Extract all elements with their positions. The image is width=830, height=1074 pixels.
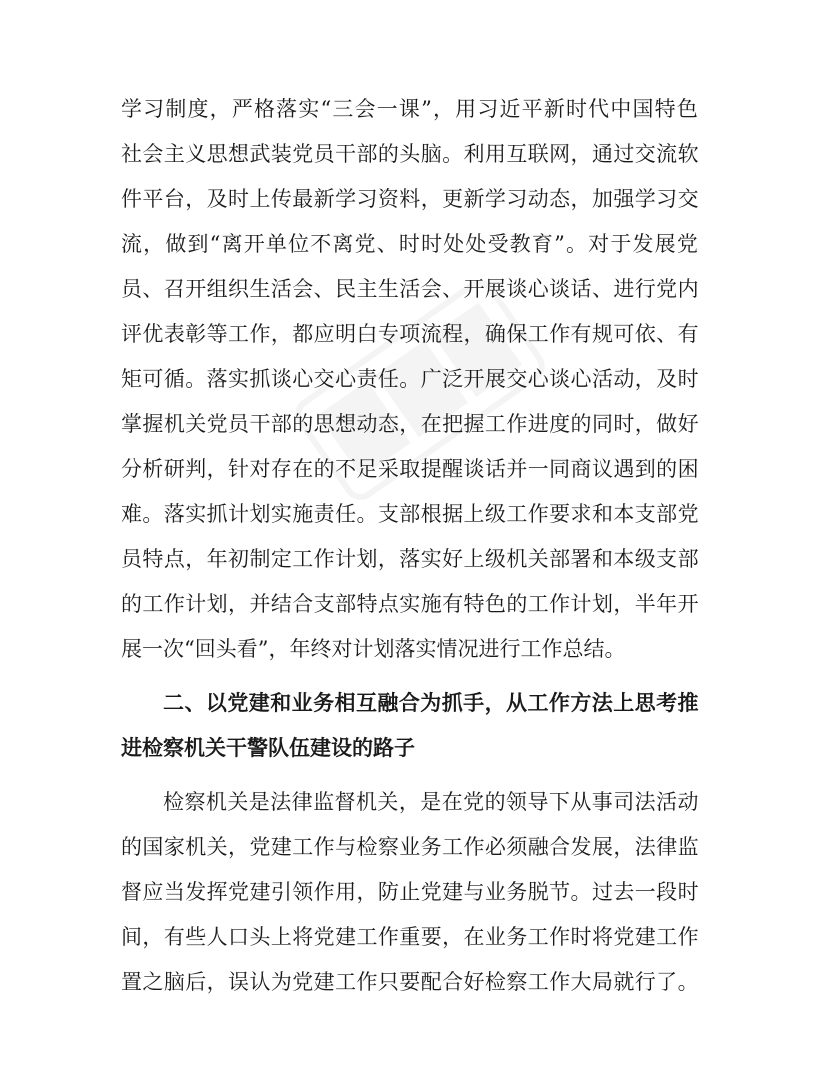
text-line: 检察机关是法律监督机关，是在党的领导下从事司法活动 — [163, 790, 699, 814]
paragraph-1-line — [0, 185, 830, 213]
text-line: 社会主义思想武装党员干部的头脑。利用互联网，通过交流软 — [121, 142, 699, 166]
text-line: 分析研判，针对存在的不足采取提醒谈话并一同商议遇到的困 — [121, 457, 699, 481]
text-line: 掌握机关党员干部的思想动态，在把握工作进度的同时，做好 — [121, 412, 699, 436]
paragraph-1-line — [0, 230, 830, 258]
paragraph-2-line — [0, 788, 830, 816]
text-line: 的国家机关，党建工作与检察业务工作必须融合发展，法律监 — [121, 835, 699, 859]
paragraph-1-line — [0, 275, 830, 303]
paragraph-1-line — [0, 95, 830, 123]
paragraph-1-line — [0, 365, 830, 393]
paragraph-1-line — [0, 410, 830, 438]
text-line: 间，有些人口头上将党建工作重要，在业务工作时将党建工作 — [121, 925, 699, 949]
text-line: 督应当发挥党建引领作用，防止党建与业务脱节。过去一段时 — [121, 880, 699, 904]
text-line: 流，做到“离开单位不离党、时时处处受教育”。对于发展党 — [121, 232, 699, 256]
text-line: 评优表彰等工作，都应明白专项流程，确保工作有规可依、有 — [121, 322, 699, 346]
paragraph-1-line — [0, 590, 830, 618]
text-line: 矩可循。落实抓谈心交心责任。广泛开展交心谈心活动，及时 — [121, 367, 699, 391]
paragraph-1-line — [0, 500, 830, 528]
text-line: 员特点，年初制定工作计划，落实好上级机关部署和本级支部 — [121, 547, 699, 571]
paragraph-1-line — [0, 140, 830, 168]
paragraph-1-line — [0, 635, 830, 663]
paragraph-1-line — [0, 455, 830, 483]
text-line: 件平台，及时上传最新学习资料，更新学习动态，加强学习交 — [121, 187, 699, 211]
section-heading-line — [0, 734, 830, 762]
paragraph-1-line — [0, 320, 830, 348]
section-heading-text: 进检察机关干警队伍建设的路子 — [121, 736, 415, 760]
section-heading-text: 二、以党建和业务相互融合为抓手，从工作方法上思考推 — [163, 691, 699, 715]
text-line: 置之脑后，误认为党建工作只要配合好检察工作大局就行了。 — [121, 970, 699, 994]
paragraph-1-line — [0, 545, 830, 573]
text-line: 员、召开组织生活会、民主生活会、开展谈心谈话、进行党内 — [121, 277, 699, 301]
text-line: 的工作计划，并结合支部特点实施有特色的工作计划，半年开 — [121, 592, 699, 616]
paragraph-2-line — [0, 833, 830, 861]
paragraph-2-line — [0, 923, 830, 951]
paragraph-2-line — [0, 878, 830, 906]
section-heading-line — [0, 689, 830, 717]
text-line: 难。落实抓计划实施责任。支部根据上级工作要求和本支部党 — [121, 502, 699, 526]
text-line: 学习制度，严格落实“三会一课”，用习近平新时代中国特色 — [121, 97, 699, 121]
paragraph-2-line — [0, 968, 830, 996]
text-line: 展一次“回头看”，年终对计划落实情况进行工作总结。 — [121, 637, 626, 661]
